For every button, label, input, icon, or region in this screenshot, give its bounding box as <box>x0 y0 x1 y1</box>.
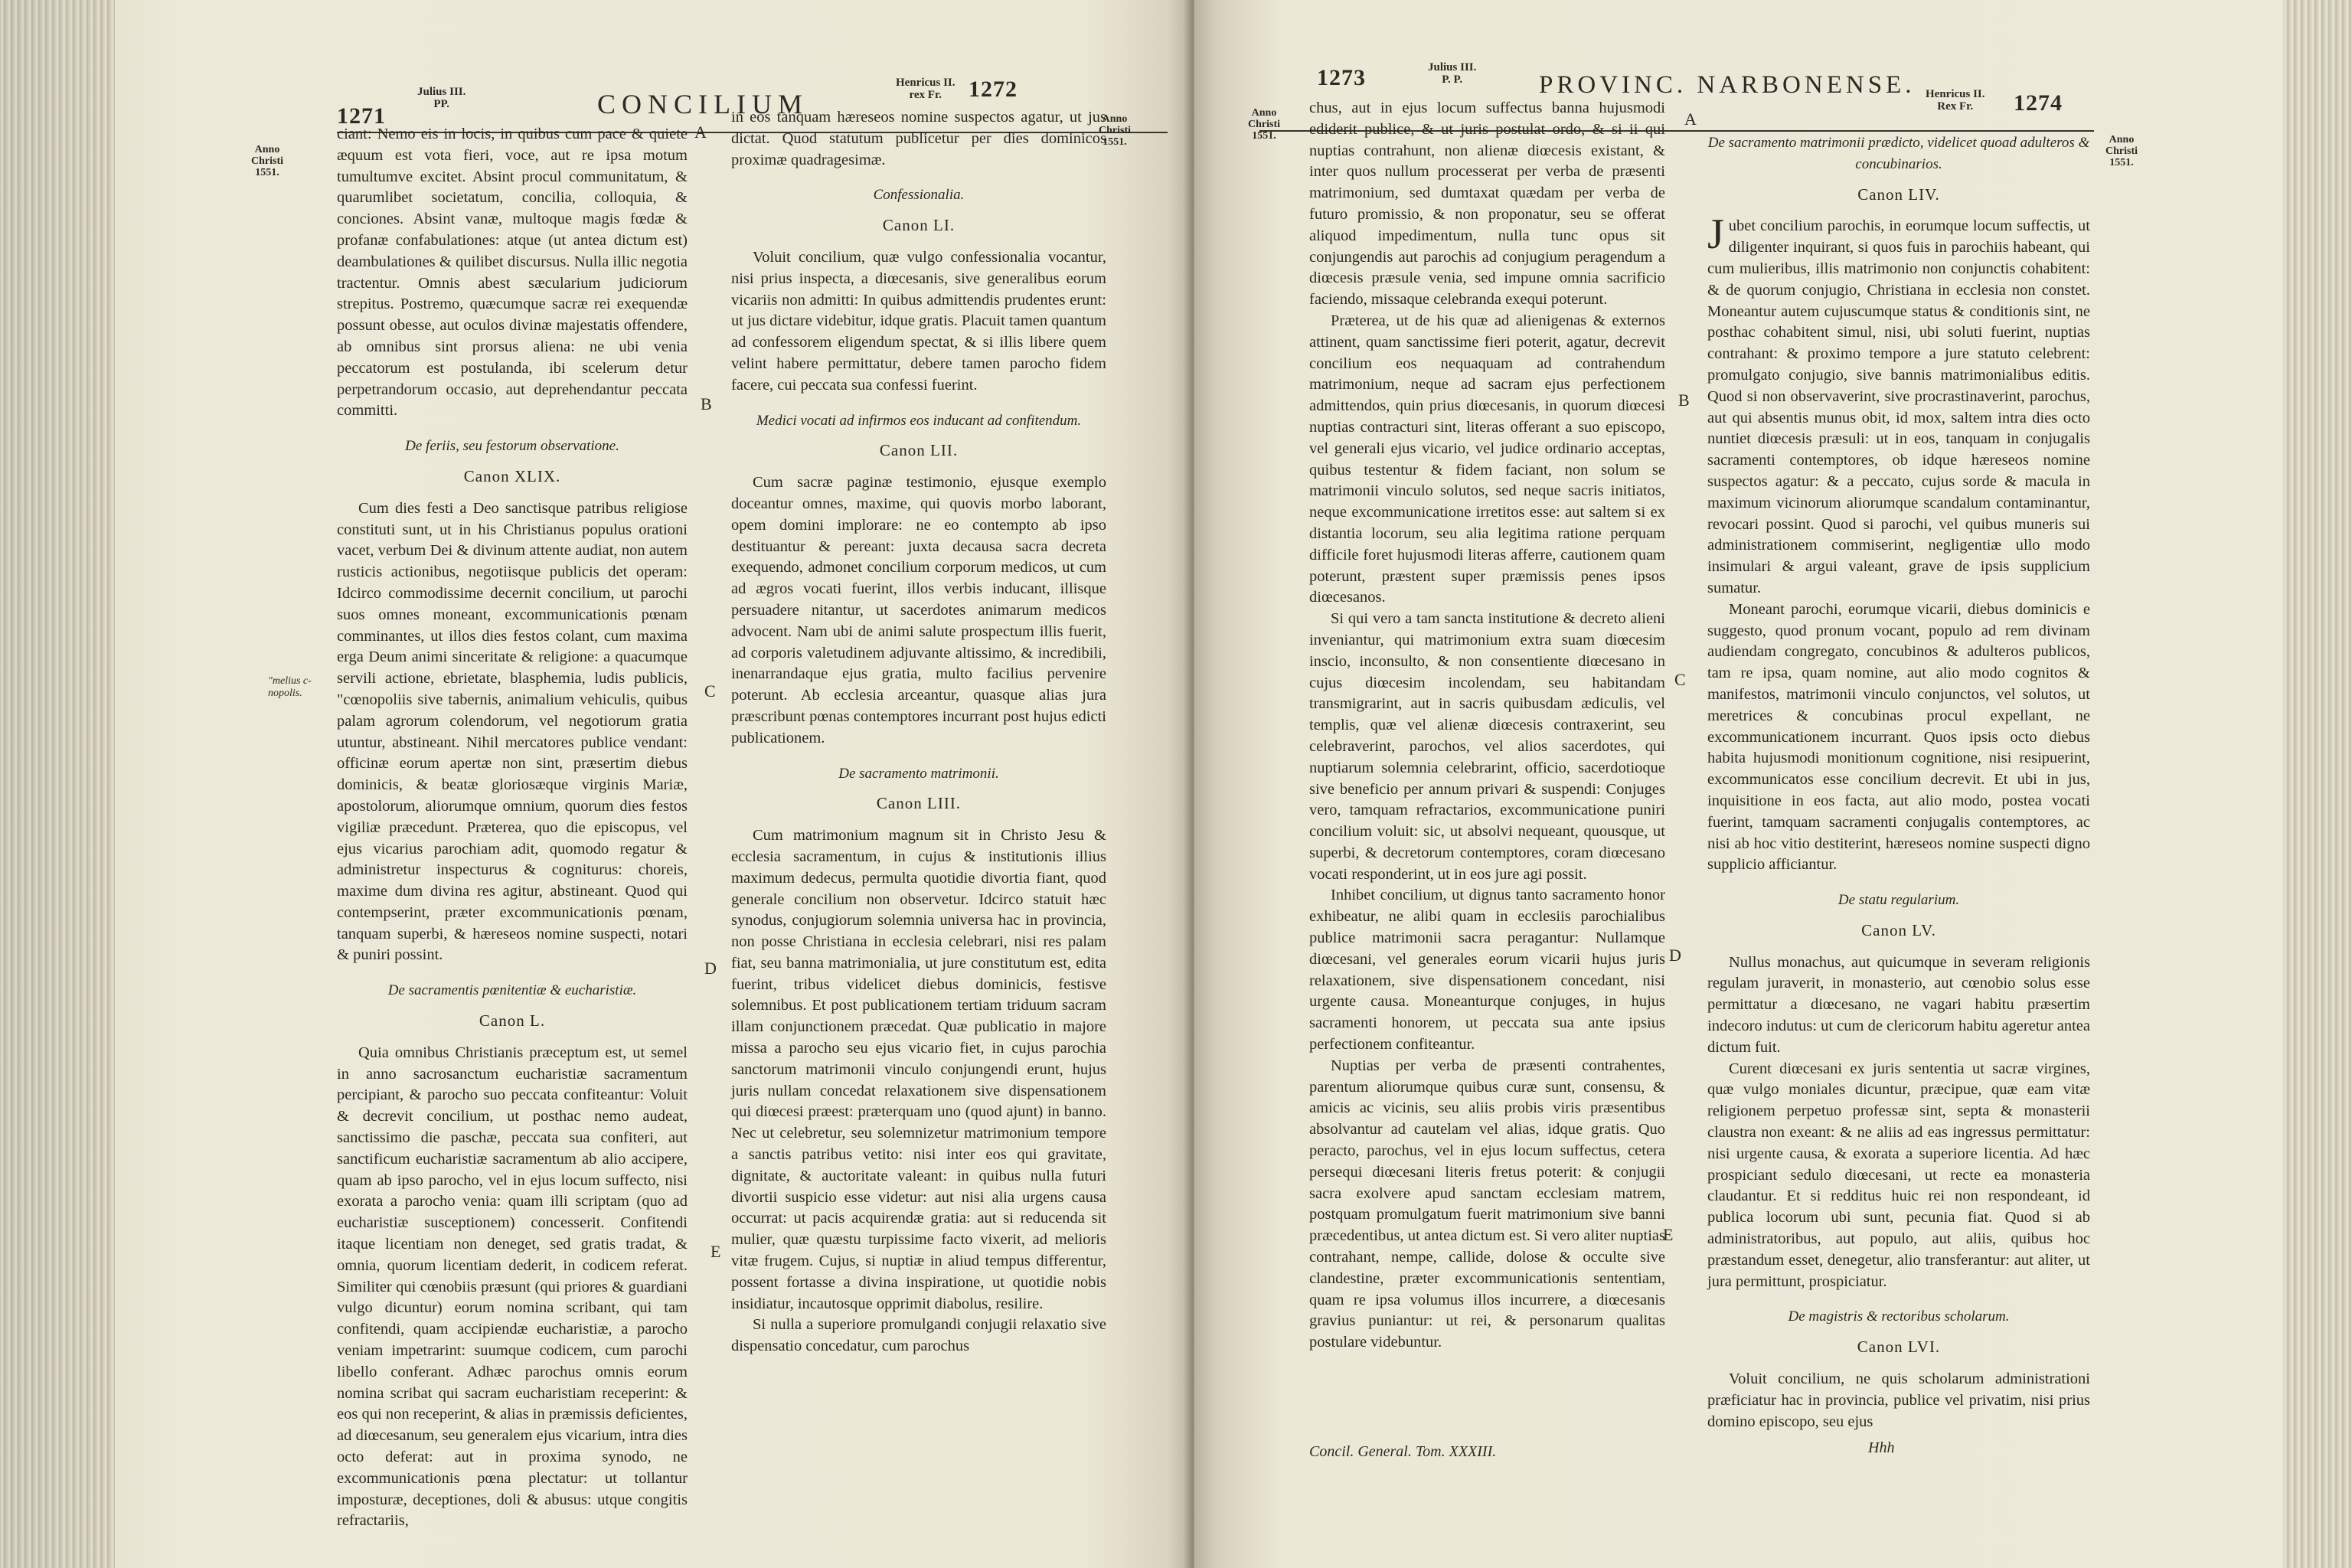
paragraph: Quia omnibus Christianis præceptum est, ut semel in anno sacrosanctum eucharistiæ sacramentum percipiant, & parocho suo peccata confiteantur: Voluit & decrevit concilium, ut posthac nemo audeat, sanctissimo die paschæ, peccata sua confiteri, aut sanctificum eucharistiæ sacramentum ab alio accipere, quam ab ipso parocho, vel in ejus locum suffecto, nisi exorata a parocho venia: quam illi scriptam (quo ad eucharistiæ susceptionem) concesserit. Confitendi itaque licentiam non deneget, sed gratis tradat, & omnia, quorum licentiam dederit, in codicem referat. Similiter qui cœnobiis præsunt (qui priores & guardiani vulgo dicuntur) eorum nomina scribant, qui tam confitendi, quam accipiendæ eucharistiæ, a parocho veniam impetrarint: suumque codicem, cum parochi libello conferant. Adhæc parochus omnis eorum nomina scribat qui sacram eucharistiam receperint: & eos qui non receperint, & alias in præmissis deficientes, ad diœcesanum, seu generalem ejus vicarium, intra dies octo deferat: aut in proxima synodo, ne excommunicationis pœna plectatur: ut tollantur imposturæ, deceptiones, doli & abusus: utque congitis refractariis, <box>337 1044 688 1530</box>
page-number: 1271 <box>337 103 386 129</box>
anno-word: Anno <box>254 144 280 155</box>
christi-word: Christi <box>2105 145 2138 157</box>
left-page <box>115 0 1191 1568</box>
paragraph: chus, aut in ejus locum suffectus banna hujusmodi ediderit publice, & ut juris postulat ordo, & si ii qui nuptias contrahunt, non alienæ diœcesis existant, & inter quos nullum processerat per verba de præsenti matrimonium, sed dumtaxat quædam per verba de futuro promissio, & non proponatur, seu se offerat aliquod impedimentum, nulla tunc opus sit conjungendis aut parochis ad conjugium peragendum a diœcesis præsule venia, sed impune omnia sacrificio faciendo, missaque celebranda exequi poterunt. <box>1309 100 1665 309</box>
section-heading: De sacramento matrimonii prædicto, videlicet quoad adulteros & concubinarios. <box>1707 135 2090 172</box>
section-marker: B <box>701 394 712 413</box>
canon-heading: Canon LII. <box>879 441 959 460</box>
section-heading: De sacramentis pœnitentiæ & eucharistiæ. <box>387 982 637 999</box>
running-head-pope <box>1428 61 1476 86</box>
pope-name: Julius III. <box>1428 61 1477 74</box>
king-sub: rex Fr. <box>909 89 942 101</box>
anno-word: Anno <box>1251 107 1277 119</box>
section-heading: De magistris & rectoribus scholarum. <box>1788 1308 2010 1325</box>
paragraph: Si nulla a superiore promulgandi conjugii relaxatio sive dispensatio concedatur, cum parochus <box>731 1316 1106 1355</box>
paragraph: Cum sacræ paginæ testimonio, ejusque exemplo doceantur omnes, maxime, qui quovis morbo laborant, opem domini implorare: ne eo contempto ab ipso destituantur & pereant: juxta decausa sacra decreta exequendo, admonet concilium corporum medicos, ut cum ad ægros vocati fuerint, illos verbis inducant, illisque persuadere nitantur, ut sacerdotes animarum medicos advocent. Nam ubi de animi salute prospectum illis fuerit, ad corporis valetudinem adjuvante altissimo, & incredibili, inenarrandaque ejus gratia, multo facilius pervenire poterunt. Ab ecclesia arceantur, quasque alias jura præscribunt pœnas contemptores incurrant post hujus edicti publicationem. <box>731 474 1106 746</box>
pope-name: Julius III. <box>417 86 466 98</box>
anno-christi-label <box>1248 107 1280 142</box>
section-marker: E <box>710 1242 721 1261</box>
canon-heading: Canon LVI. <box>1857 1338 1941 1357</box>
canon-heading: Canon XLIX. <box>463 466 561 485</box>
page-number: 1272 <box>969 77 1018 102</box>
christi-word: Christi <box>1248 119 1280 130</box>
king-name: Henricus II. <box>1926 88 1985 100</box>
section-heading: De sacramento matrimonii. <box>838 765 999 782</box>
canon-heading: Canon LIV. <box>1857 185 1940 204</box>
canon-heading: Canon LI. <box>882 216 956 235</box>
paragraph: Nuptias per verba de præsenti contrahentes, parentum aliorumque quibus curæ sunt, consensu, & amicis ac vicinis, seu aliis probis viris præsentibus absolvantur ad cautelam vel alias, idque gratis. Quo peracto, parochus, vel in ejus locum suffectus, cetera persequi diœcesani literis fretus poterit: & conjugii sacra exolvere apud sanctam ecclesiam matrem, postquam promulgatum fuerit matrimonium sive banni præcedentibus, ut antea dictum est. Si vero aliter nuptias contrahant, nempe, callide, dolose & occulte sive clandestine, præter excommunicationis sententiam, quam re ipsa volumus illos incurrere, a diœcesanis gravius puniantur: ut rei, & personarum qualitas postulare videbuntur. <box>1309 1057 1665 1351</box>
paragraph: Moneant parochi, eorumque vicarii, diebus dominicis e suggesto, quod pronum vocant, populo ad rem divinam audiendam congregato, concubinos & adulteros publicos, tam re ipsa, quam nomine, aut alio modo cognitos & manifestos, matrimonii vinculo conjunctos, vel solutos, ut meretrices & concubinas procul expellant, ne excommunicationem incurrant. Quos ipsis octo diebus habita hujusmodi monitionum cognitione, nisi resipuerint, excommunicatos esse concilium decrevit. Et ubi in jus, inquisitione in eos facta, aut alio modo, postea vocati fuerint, tamquam sacramenti conjugalis contemptores, ac nisi ab hoc vitio destiterint, hæreseos nomine suspecti digno supplicio afficiantur. <box>1707 600 2090 874</box>
section-heading: Medici vocati ad infirmos eos inducant ad confitendum. <box>756 412 1082 429</box>
section-marker: A <box>1684 109 1697 129</box>
paragraph: Si qui vero a tam sancta institutione & decreto alieni inveniantur, qui matrimonium extra suam diœcesim inscio, inconsulto, & non consentiente diœcesano in cujus diœcesim incolendam, seu habitandam transmigrarint, aut in sacris quibusdam ædiculis, vel templis, quæ vel alienæ diœcesis contraxerint, seu celebraverint, parochos, vel alios sacerdotes, qui nuptiarum solemnia celebrarint, officio, sacerdotioque sive beneficio per annum privari & suspendi: Conjuges vero, tamquam refractarios, excommunicatione puniri concilium voluit: sic, ut absolvi nequeant, quousque, ut superbi, & decretorum contemptores, coram diœcesano vocati responderint, ut in eos jure agi possit. <box>1309 610 1665 883</box>
section-marker: A <box>694 122 707 142</box>
running-title: CONCILIUM <box>597 89 808 119</box>
running-head-king <box>1926 88 1985 113</box>
section-heading: Confessionalia. <box>873 187 965 204</box>
section-marker: D <box>704 959 717 978</box>
christi-word: Christi <box>1099 125 1131 136</box>
year: 1551. <box>1252 130 1276 142</box>
pope-sub: P. P. <box>1442 74 1463 86</box>
paragraph: Cum matrimonium magnum sit in Christo Jesu & ecclesia sacramentum, in cujus & institutionis illius maximum dedecus, permulta quotidie divortia fiant, quod generale concilium non observetur. Idcirco statuit hæc synodus, conjugiorum solemnia universa hac in provincia, non posse Christiana in ecclesia celebrari, nisi res palam fiat, seu banna matrimonialia, ut jure constitutum est, edita fuerint, tribus videlicet diebus dominicis, festisve solemnibus. Et post publicationem tertiam triduum sacram illam conjunctionem præcedat. Quæ publicatio in majore missa a parocho seu ejus vicario fiet, in cujus parochia sanctorum matrimonii vinculo conjungendi erunt, hujus juris nullam concedat relaxationem sive dispensationem qui diœcesi præest: præterquam uno (quod ajunt) in banno. Nec ut celebretur, seu solemnizetur matrimonium tempore a sanctis patribus vetito: nisi inter eos qui gravitate, dignitate, & auctoritate valeant: in quibus nulla futuri divortii suspicio esse videtur: aut nisi alia urgens causa occurrat: ut pacis acquirendæ gratia: aut si reducenda sit mulier, quæ quæstu turpissime facto vixerit, ad melioris vitæ frugem. Cujus, si nuptiæ in aliud tempus differentur, possent fortasse a divina inspiratione, ut quotidie nobis insidiatur, incautosque opprimit diabolus, resilire. <box>731 827 1106 1312</box>
year: 1551. <box>2109 157 2134 168</box>
page-edges-left <box>0 0 115 1568</box>
canon-heading: Canon LIII. <box>876 794 962 813</box>
running-title: PROVINC. NARBONENSE. <box>1539 71 1916 99</box>
christi-word: Christi <box>251 155 283 167</box>
page-number: 1273 <box>1317 65 1366 90</box>
pope-sub: PP. <box>433 98 450 110</box>
page-edges-right <box>2283 0 2352 1568</box>
anno-word: Anno <box>1102 113 1128 125</box>
margin-note <box>268 675 312 700</box>
paragraph: Inhibet concilium, ut dignus tanto sacramento honor exhibeatur, ne alibi quam in ecclesiis parochialibus publice matrimonii sacra peragantur: Nullamque diœcesani, vel generales eorum vicarii hujus juris relaxationem, sive dispensationem concedant, nisi urgente causa. Moneanturque conjuges, in hujus sacramenti honorem, ut peccata sua ante ipsius perfectionem confiteantur. <box>1309 887 1665 1054</box>
king-name: Henricus II. <box>896 77 956 89</box>
section-marker: C <box>704 681 716 701</box>
year: 1551. <box>255 167 279 178</box>
canon-heading: Canon LV. <box>1861 920 1936 939</box>
margin-note-line: "melius c- <box>268 675 312 687</box>
paragraph: Jubet concilium parochis, in eorumque locum suffectis, ut diligenter inquirant, si quos fuis in parochiis habeant, qui cum mulieribus, illis matrimonio non conjunctis cohabitent: & de quorum conjugio, Christiana in ecclesia non constet. Moneantur autem cujuscumque status & conditionis sint, ne posthac cohabitent simul, nisi, ubi soluti fuerint, nuptias contrahant: & proximo tempore a jure statuto celebrent: promulgato conjugio, sive bannis matrimonialibus editis. Quod si non observaverint, sive procrastinaverint, parochus, aut qui absentis munus obit, id mox, saltem intra dies octo nuntiet diœcesis præsuli: ut in eos, tanquam in conjugalis sacramenti contemptores, ob idque hæreseos nomine suspectos agatur: & a peccato, cujus sorde & macula in maximum vicinorum aliorumque scandalum contaminantur, revocari possint. Quod si parochi, vel quibus muneris sui administrationem commiserint, negligentiæ ullo modo insimulari & argui valeant, grave de ipsis supplicium sumatur. <box>1707 211 2090 596</box>
section-marker: B <box>1678 390 1690 410</box>
running-head-pope <box>417 86 466 110</box>
footer-signature-line: Concil. General. Tom. XXXIII. <box>1309 1443 1497 1460</box>
paragraph: Cum dies festi a Deo sanctisque patribus religiose constituti sunt, ut in his Christianus populus orationi vacet, verbum Dei & divinum attente audiat, non autem rusticis actionibus, negotiisque publicis det operam: Idcirco commodissime decernit concilium, ut parochi suos omnes moneant, excommunicationis pœnam comminantes, ut illos dies festos colant, cum maxima erga Deum animi sinceritate & religione: a quacumque servili actione, ebrietate, blasphemia, ludis publicis, "cœnopoliis sive tabernis, animalium vehiculis, quibus palam agrorum colendorum, vel negotiorum gratia utuntur, abstineant. Nihil mercatores publice vendant: officinæ eorum apertæ non sint, præsertim diebus dominicis, & beatæ gloriosæque virginis Mariæ, apostolorum, aliorumque omnium, quorum dies festos vigiliæ præcedunt. Præterea, quo die episcopus, vel ejus vicarius parochiam adit, quomodo regatur & administretur inspecturus & cogniturus: choreis, maxime dum divina res agitur, abstineant. Quod qui contempserint, præter excommunicationis pœnam, tanquam superbi, & hæreseos nomine suspecti, notari & puniri possint. <box>337 499 688 964</box>
running-head-king <box>896 77 956 101</box>
signature-mark: Hhh <box>1868 1439 1895 1456</box>
right-page <box>1194 0 2283 1568</box>
king-sub: Rex Fr. <box>1937 100 1974 113</box>
section-heading: De statu regularium. <box>1838 892 1960 909</box>
canon-heading: Canon L. <box>479 1011 546 1031</box>
section-marker: D <box>1669 946 1681 965</box>
paragraph: Curent diœcesani ex juris sententia ut sacræ virgines, quæ vulgo moniales dicuntur, præcipue, quæ eam vitæ religionem perpetuo professæ sint, septa & monasterii claustra non exeant: & ne aliis ad eas ingressus permittatur: nisi urgente causa, & exorata a superiore licentia. Ad hæc prospiciant sedulo diœcesani, ut recte ea monasteria claudantur. Et si redditus huic rei non respondeant, id publica locorum ubi sunt, pecunia fiat. Quod si ab administratoribus, aut populo, aut aliis, quibus hoc præstandum esset, denegetur, alio transferantur: aut aliter, ut jura permittunt, prospiciatur. <box>1707 1060 2090 1290</box>
margin-note-line: nopolis. <box>268 688 302 699</box>
paragraph: ciant: Nemo eis in locis, in quibus cum pace & quiete æquum est vota fieri, voce, aut re ipsa motum tumultumve excitet. Absint procul communitatum, & quarumlibet societatum, concilia, colloquia, & conciones. Absint vanæ, multoque magis fœdæ & profanæ confabulationes: atque (ut antea dictum est) deambulationes & quilibet discursus. Nulla illic negotia tractentur. Omnis abest sæcularium judiciorum strepitus. Postremo, quæcumque sacræ rei exequendæ possunt obesse, aut oculos divinæ majestatis offendere, ab omnibus sint prorsus aliena: ne ubi venia peccatorum est postulanda, ibi scelerum detur perpetrandorum occasio, aut deprehendantur peccata committi. <box>337 126 688 420</box>
anno-christi-label <box>2105 134 2138 168</box>
paragraph: Voluit concilium, ne quis scholarum administrationi præficiatur hac in provincia, publice vel privatim, nisi prius domino episcopo, seu ejus <box>1707 1370 2090 1430</box>
paragraph: Voluit concilium, quæ vulgo confessionalia vocantur, nisi prius inspecta, a diœcesanis, sive generalibus eorum vicariis non admitti: In quibus admittendis prudentes erunt: ut jus dictare videbitur, idque gratis. Placuit tamen quantum ad confessorem eligendum spectat, & si illis libere quem velint habere permittatur, debere tamen parocho fidem facere, cui peccata sua confessi fuerint. <box>731 248 1106 394</box>
right-column-2 <box>1707 126 2090 1432</box>
section-marker: E <box>1663 1225 1674 1244</box>
left-column-2 <box>731 107 1106 1357</box>
right-column-1 <box>1309 98 1665 1354</box>
anno-christi-label <box>251 144 283 178</box>
paragraph: in eos tanquam hæreseos nomine suspectos agatur, ut jus dictat. Quod statutum publicetur per dies dominicos proximæ quadragesimæ. <box>731 109 1106 168</box>
section-marker: C <box>1674 670 1686 689</box>
page-number: 1274 <box>2014 90 2063 116</box>
paragraph: Præterea, ut de his quæ ad alienigenas & externos attinent, quam sanctissime fieri poterit, agatur, decrevit concilium eos nequaquam ad contrahendum matrimonium, neque ad sacram ejus perfectionem admittendos, quin prius diœcesanis, in quorum diœcesi nuptias contracturi sint, literas offerant a suo episcopo, vel generali ejus vicario, vel judice ordinario acceptas, quibus testentur & fidem faciant, non solum se matrimonii vinculo solutos, sed neque sacris initiatos, neque excommunicatione irretitos esse: aut saltem si ex distantia locorum, seu alia legitima ratione perquam difficile foret hujusmodi literas afferre, cautionem quam poterunt, præstent super præmissis penes ipsos diœcesanos. <box>1309 312 1665 606</box>
paragraph: Nullus monachus, aut quicumque in severam religionis regulam juraverit, in monasterio, aut cœnobio solus esse permittatur a diœcesano, ne vagari habitu præsertim indecoro indutus: ut cum de clericorum habitu ageretur antea dictum fuit. <box>1707 953 2090 1056</box>
anno-word: Anno <box>2109 134 2135 145</box>
year: 1551. <box>1102 136 1127 148</box>
left-column-1 <box>337 124 688 1532</box>
section-heading: De feriis, seu festorum observatione. <box>405 438 619 455</box>
